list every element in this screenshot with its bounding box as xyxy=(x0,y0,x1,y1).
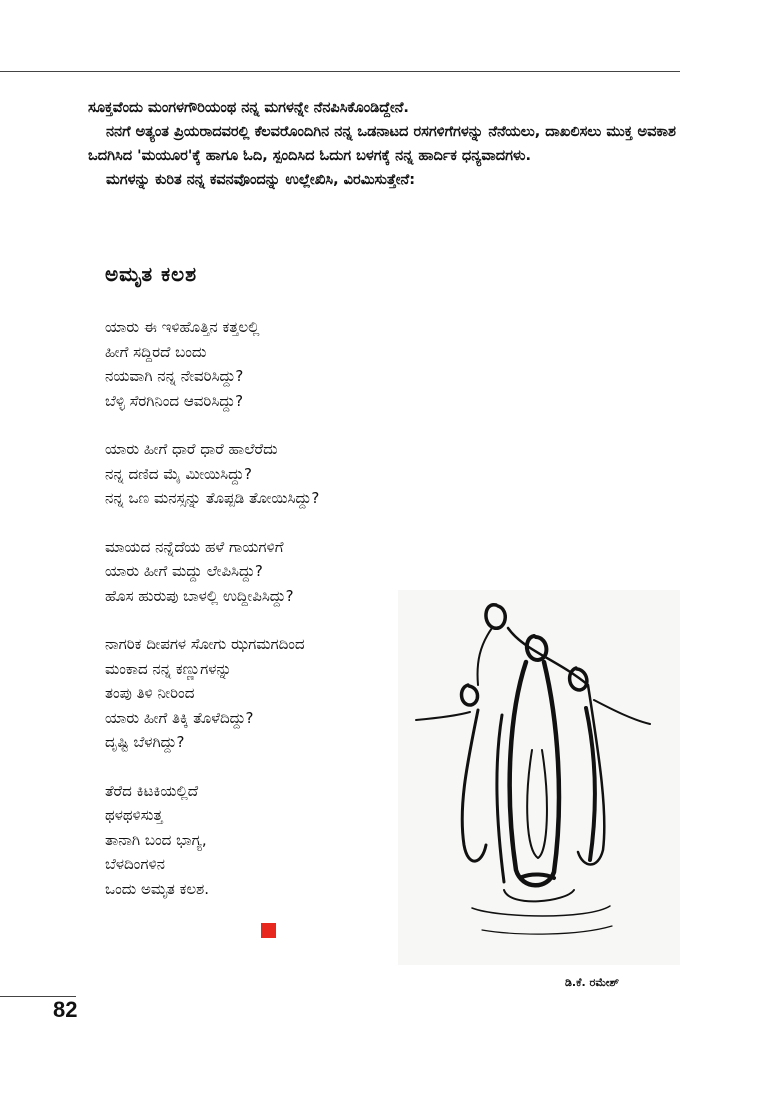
article-prose xyxy=(88,96,678,192)
poem-line: ನನ್ನ ಒಣ ಮನಸ್ಸನ್ನು ತೊಪ್ಪಡಿ ತೋಯಿಸಿದ್ದು? xyxy=(105,489,320,507)
poem-line: ಹೀಗೆ ಸದ್ದಿರದೆ ಬಂದು xyxy=(105,342,207,361)
poem-title: ಅಮೃತ ಕಲಶ xyxy=(105,262,198,286)
poem-stanza xyxy=(105,632,319,755)
poem-line: ಮಾಯದ ನನ್ನೆದೆಯ ಹಳೆ ಗಾಯಗಳಿಗೆ xyxy=(105,537,284,556)
poem-line: ಮಂಕಾದ ನನ್ನ ಕಣ್ಣುಗಳನ್ನು xyxy=(105,659,232,678)
poem-line: ಯಾರು ಹೀಗೆ ಮದ್ದು ಲೇಪಿಸಿದ್ದು? xyxy=(105,562,263,580)
poem-line: ಥಳಥಳಿಸುತ್ತ xyxy=(105,806,163,824)
poem-line: ನಾಗರಿಕ ದೀಪಗಳ ಸೋಗು ಝಗಮಗದಿಂದ xyxy=(105,635,305,653)
poem-stanza xyxy=(105,437,319,511)
poem-line: ತಾನಾಗಿ ಬಂದ ಭಾಗ್ಯ, xyxy=(105,830,207,849)
poem-line: ಒಂದು ಅಮೃತ ಕಲಶ. xyxy=(105,879,210,898)
poem-line: ಹೊಸ ಹುರುಪು ಬಾಳಲ್ಲಿ ಉದ್ದೀಪಿಸಿದ್ದು? xyxy=(105,586,294,605)
prose-paragraph: ಸೂಕ್ತವೆಂದು ಮಂಗಳಗೌರಿಯಂಥ ನನ್ನ ಮಗಳನ್ನೇ ನೆನಪಿಸಿಕೊಂಡಿದ್ದೇನೆ. xyxy=(88,100,409,116)
poem-stanza xyxy=(105,315,319,413)
top-rule xyxy=(0,71,680,72)
poem-body xyxy=(105,315,319,925)
prose-paragraph: ನನಗೆ ಅತ್ಯಂತ ಪ್ರಿಯರಾದವರಲ್ಲಿ ಕೆಲವರೊಂದಿಗಿನ ನನ್ನ ಒಡನಾಟದ ರಸಗಳಿಗೆಗಳನ್ನು ನೆನೆಯಲು, ದಾಖಲಿಸಲು ಮುಕ್ತ ಅವಕಾಶ ಒದಗಿಸಿದ 'ಮಯೂರ'ಕ್ಕೆ ಹಾಗೂ ಓದಿ, ಸ್ಪಂದಿಸಿದ ಓದುಗ ಬಳಗಕ್ಕೆ ನನ್ನ ಹಾರ್ದಿಕ ಧನ್ಯವಾದಗಳು. xyxy=(88,124,676,164)
poem-line: ಬೆಳ್ಳಿ ಸೆರಗಿನಿಂದ ಆವರಿಸಿದ್ದು? xyxy=(105,391,244,410)
end-mark xyxy=(261,923,276,938)
poem-line: ದೃಷ್ಟಿ ಬೆಳಗಿದ್ದು? xyxy=(105,733,185,751)
poem-line: ಯಾರು ಹೀಗೆ ತಿಕ್ಕಿ ತೊಳೆದಿದ್ದು? xyxy=(105,708,254,727)
poem-stanza xyxy=(105,779,319,902)
poem-line: ನನ್ನ ದಣಿದ ಮೈ ಮೀಯಿಸಿದ್ದು? xyxy=(105,464,252,483)
illustration-credit: ಡಿ.ಕೆ. ರಮೇಶ್ xyxy=(565,976,619,989)
illustration xyxy=(398,590,680,965)
page-number: 82 xyxy=(53,997,78,1022)
poem-line: ನಯವಾಗಿ ನನ್ನ ನೇವರಿಸಿದ್ದು? xyxy=(105,367,244,385)
poem-line: ತಂಪು ತಿಳಿ ನೀರಿಂದ xyxy=(105,684,195,702)
poem-stanza xyxy=(105,535,319,609)
poem-line: ಯಾರು ಈ ಇಳಿಹೊತ್ತಿನ ಕತ್ತಲಲ್ಲಿ xyxy=(105,318,260,336)
poem-line: ಯಾರು ಹೀಗೆ ಧಾರೆ ಧಾರೆ ಹಾಲೆರೆದು xyxy=(105,440,278,458)
brush-sketch-figures xyxy=(398,590,680,965)
poem-line: ಬೆಳದಿಂಗಳಿನ xyxy=(105,855,165,873)
poem-line: ತೆರೆದ ಕಿಟಕಿಯಲ್ಲಿದೆ xyxy=(105,781,199,800)
prose-paragraph: ಮಗಳನ್ನು ಕುರಿತ ನನ್ನ ಕವನವೊಂದನ್ನು ಉಲ್ಲೇಖಿಸಿ, ವಿರಮಿಸುತ್ತೇನೆ: xyxy=(106,172,415,188)
